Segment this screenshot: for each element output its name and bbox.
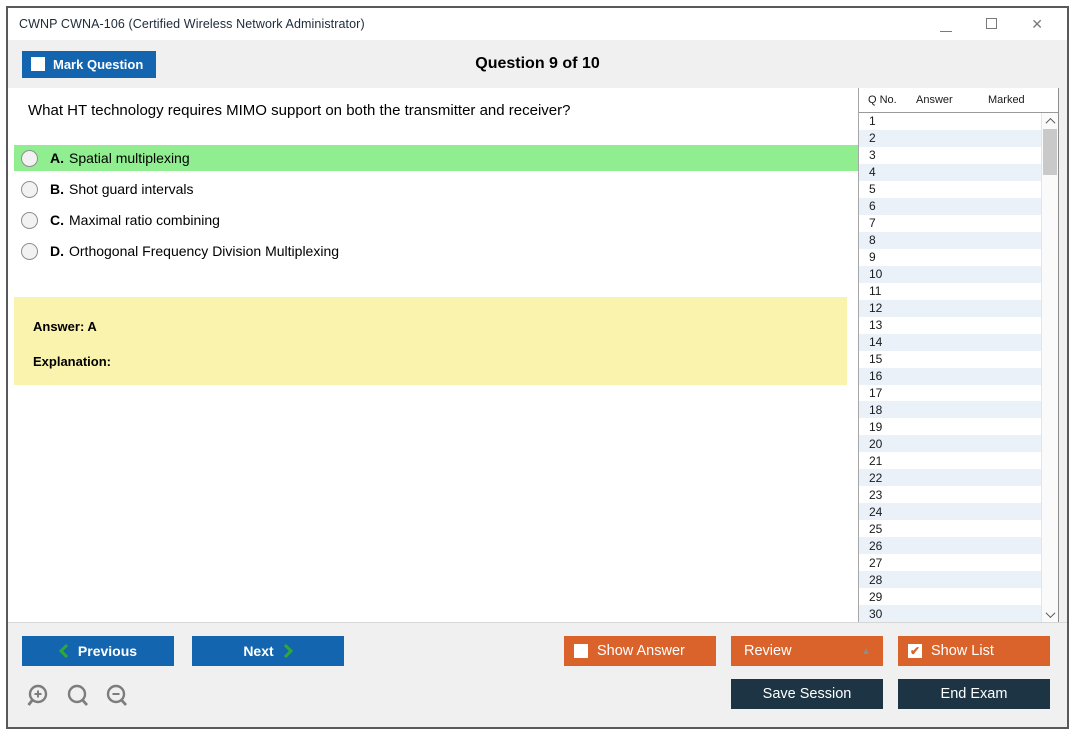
title-bar	[8, 8, 1067, 40]
question-list-row[interactable]: 18	[859, 401, 1041, 418]
scrollbar-thumb[interactable]	[1043, 129, 1057, 175]
review-label: Review	[744, 643, 792, 659]
question-list-row[interactable]: 26	[859, 537, 1041, 554]
question-list-rows	[859, 113, 1041, 622]
option-letter: A.	[50, 150, 64, 166]
option-letter: C.	[50, 212, 64, 228]
show-list-checkbox[interactable]: ✔	[909, 644, 921, 658]
right-gutter	[1059, 88, 1067, 622]
maximize-icon[interactable]	[986, 18, 997, 31]
question-list-row[interactable]: 29	[869, 589, 883, 604]
zoom-in-icon[interactable]	[26, 683, 52, 709]
question-list-row[interactable]: 5	[869, 182, 876, 197]
question-list-row[interactable]: 7	[869, 216, 876, 231]
zoom-reset-icon[interactable]	[65, 683, 91, 709]
save-session-button[interactable]	[731, 679, 883, 709]
question-list-row[interactable]: 12	[859, 300, 1041, 317]
question-list-body	[859, 113, 1058, 622]
review-button[interactable]	[731, 636, 883, 666]
next-label: Next	[243, 643, 274, 659]
question-list-header	[859, 88, 1058, 113]
question-list-panel	[858, 88, 1059, 622]
option-letter: B.	[50, 181, 64, 197]
column-qno: Q No.	[868, 94, 897, 106]
show-answer-button[interactable]	[564, 636, 716, 666]
question-list-row[interactable]: 20	[859, 435, 1041, 452]
end-exam-label: End Exam	[940, 686, 1008, 702]
question-list-row[interactable]: 19	[869, 419, 883, 434]
question-list-row[interactable]: 23	[869, 487, 883, 502]
question-list-row[interactable]: 25	[869, 521, 883, 536]
question-list-row[interactable]: 4	[859, 164, 1041, 181]
question-list-row[interactable]: 6	[859, 198, 1041, 215]
option-a[interactable]	[14, 145, 858, 171]
footer-bar	[8, 622, 1067, 727]
option-d[interactable]	[14, 238, 858, 264]
question-list-row[interactable]: 16	[859, 368, 1041, 385]
radio-icon[interactable]	[21, 150, 38, 167]
question-list-scrollbar[interactable]	[1041, 113, 1058, 622]
window-title: CWNP CWNA-106 (Certified Wireless Network Administrator)	[19, 17, 365, 31]
option-letter: D.	[50, 243, 64, 259]
options-list	[14, 145, 858, 269]
answer-explanation-box	[14, 297, 847, 385]
question-list-row[interactable]: 11	[869, 284, 882, 299]
question-list-row[interactable]: 15	[869, 352, 883, 367]
previous-button[interactable]	[22, 636, 174, 666]
zoom-out-icon[interactable]	[104, 683, 130, 709]
radio-icon[interactable]	[21, 212, 38, 229]
option-text: Spatial multiplexing	[69, 150, 190, 166]
answer-label: Answer: A	[33, 319, 97, 334]
option-text: Shot guard intervals	[69, 181, 194, 197]
caret-up-icon: ▲	[861, 645, 871, 657]
column-marked: Marked	[988, 94, 1025, 106]
chevron-right-icon	[284, 644, 293, 658]
next-button[interactable]	[192, 636, 344, 666]
option-c[interactable]	[14, 207, 858, 233]
question-list-row[interactable]: 21	[869, 453, 883, 468]
question-list-row[interactable]: 13	[869, 318, 883, 333]
question-list-row[interactable]: 17	[869, 385, 883, 400]
question-list-row[interactable]: 3	[869, 148, 876, 163]
question-panel	[8, 88, 858, 622]
scroll-up-icon[interactable]	[1042, 113, 1058, 129]
chevron-left-icon	[59, 644, 68, 658]
show-list-label: Show List	[931, 643, 994, 659]
minimize-icon[interactable]	[940, 18, 952, 31]
save-session-label: Save Session	[762, 686, 852, 702]
explanation-label: Explanation:	[33, 354, 112, 369]
close-icon[interactable]: ✕	[1031, 16, 1043, 32]
option-text: Maximal ratio combining	[69, 212, 220, 228]
question-list-row[interactable]: 9	[869, 250, 876, 265]
question-text: What HT technology requires MIMO support on both the transmitter and receiver?	[28, 102, 571, 119]
question-list-row[interactable]: 8	[859, 232, 1041, 249]
end-exam-button[interactable]	[898, 679, 1050, 709]
column-answer: Answer	[916, 94, 953, 106]
window-controls	[940, 17, 1067, 31]
option-text: Orthogonal Frequency Division Multiplexing	[69, 243, 340, 259]
content-area	[8, 88, 1067, 622]
question-list-row[interactable]: 22	[859, 469, 1041, 486]
show-list-button[interactable]	[898, 636, 1050, 666]
question-list-row[interactable]: 24	[859, 503, 1041, 520]
zoom-toolbar	[26, 683, 130, 709]
question-list-row[interactable]: 1	[869, 114, 876, 129]
question-list-row[interactable]: 10	[859, 266, 1041, 283]
scroll-down-icon[interactable]	[1042, 606, 1058, 622]
option-b[interactable]	[14, 176, 858, 202]
scrollbar-track[interactable]	[1042, 175, 1058, 606]
radio-icon[interactable]	[21, 243, 38, 260]
question-list-row[interactable]: 27	[869, 555, 883, 570]
exam-window	[6, 6, 1069, 729]
radio-icon[interactable]	[21, 181, 38, 198]
question-list-row[interactable]: 14	[859, 334, 1041, 351]
question-list-row[interactable]: 28	[859, 571, 1041, 588]
question-list-row[interactable]: 2	[859, 130, 1041, 147]
header-strip	[8, 40, 1067, 88]
question-counter: Question 9 of 10	[475, 55, 600, 72]
show-answer-checkbox[interactable]	[574, 644, 588, 658]
previous-label: Previous	[77, 643, 138, 659]
question-list-row[interactable]: 30	[859, 605, 1041, 622]
mark-question-label: Mark Question	[53, 56, 144, 72]
show-answer-label: Show Answer	[597, 643, 685, 659]
